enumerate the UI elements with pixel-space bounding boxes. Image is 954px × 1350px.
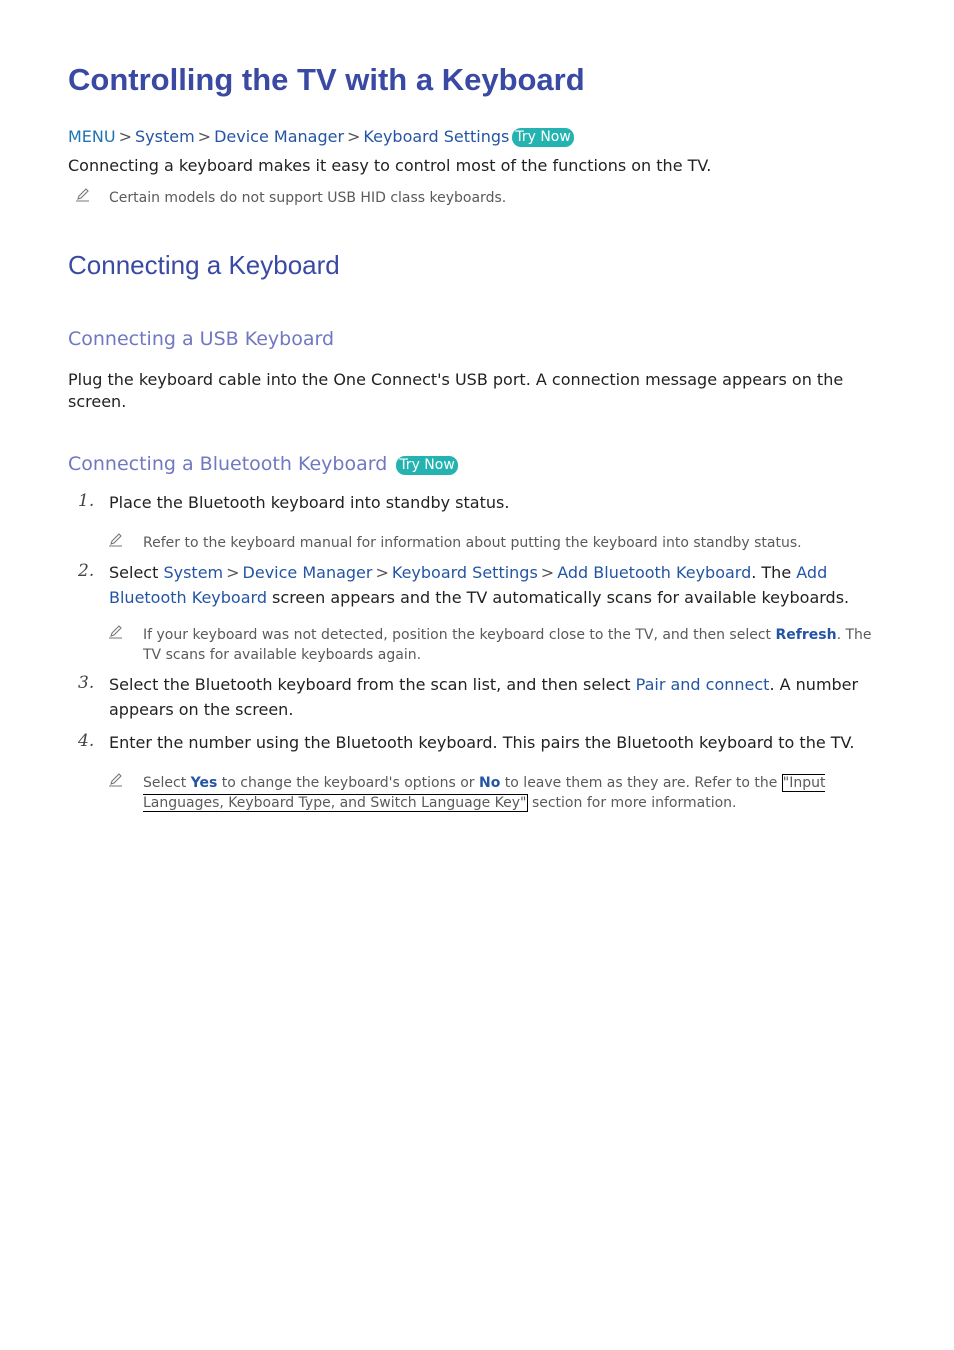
bluetooth-heading: [68, 453, 458, 475]
pencil-note-icon: [75, 186, 91, 202]
step-2-text: [109, 560, 889, 610]
step-3-text-part: . A number appears on the screen.: [109, 675, 859, 719]
bluetooth-heading-text: Connecting a Bluetooth Keyboard: [68, 453, 388, 475]
breadcrumb-device-manager[interactable]: Device Manager: [214, 127, 345, 146]
step-2-note: [143, 625, 888, 665]
step-2-text-part: Select: [109, 563, 164, 582]
step-number: 2.: [78, 561, 95, 581]
chevron-right-icon: >: [226, 563, 240, 582]
chevron-right-icon: >: [375, 563, 389, 582]
try-now-button[interactable]: Try Now: [396, 456, 457, 475]
step-2-text-part: . The: [751, 563, 797, 582]
intro-text: Connecting a keyboard makes it easy to control most of the functions on the TV.: [68, 156, 712, 175]
system-link[interactable]: System: [163, 563, 224, 582]
step-number: 3.: [78, 673, 95, 693]
add-bluetooth-keyboard-screen-link[interactable]: Add Bluetooth Keyboard: [109, 563, 828, 607]
keyboard-settings-link[interactable]: Keyboard Settings: [391, 563, 538, 582]
step-number: 4.: [78, 731, 95, 751]
page-title: Controlling the TV with a Keyboard: [68, 62, 585, 97]
pencil-note-icon: [108, 531, 124, 547]
step-4-note: [143, 773, 843, 813]
step-2-text-part: screen appears and the TV automatically scans for available keyboards.: [266, 588, 850, 607]
step-3-text-part: Select the Bluetooth keyboard from the scan list, and then select: [109, 675, 636, 694]
section-title: Connecting a Keyboard: [68, 250, 340, 280]
step-1-note: Refer to the keyboard manual for information about putting the keyboard into standby status.: [143, 535, 802, 551]
breadcrumb: [68, 126, 574, 148]
breadcrumb-keyboard-settings[interactable]: Keyboard Settings: [363, 127, 510, 146]
chevron-right-icon: >: [118, 127, 132, 146]
step-number: 1.: [78, 491, 95, 511]
pencil-note-icon: [108, 771, 124, 787]
breadcrumb-menu[interactable]: MENU: [68, 127, 116, 146]
step-2-note-part: If your keyboard was not detected, position the keyboard close to the TV, and then select: [143, 627, 776, 643]
step-3-text: [109, 672, 889, 722]
pair-and-connect-link[interactable]: Pair and connect: [635, 675, 770, 694]
no-link[interactable]: No: [479, 775, 501, 791]
chevron-right-icon: >: [347, 127, 361, 146]
breadcrumb-system[interactable]: System: [135, 127, 195, 146]
try-now-button[interactable]: Try Now: [512, 128, 573, 147]
chevron-right-icon: >: [197, 127, 212, 146]
usb-heading: Connecting a USB Keyboard: [68, 328, 335, 350]
pencil-note-icon: [108, 623, 124, 639]
refresh-link[interactable]: Refresh: [775, 627, 837, 643]
step-1-text: Place the Bluetooth keyboard into standby status.: [109, 493, 510, 512]
input-languages-reference-link[interactable]: "Input Languages, Keyboard Type, and Switch Language Key": [143, 775, 826, 811]
step-4-note-part: to leave them as they are. Refer to the: [500, 775, 782, 791]
device-manager-link[interactable]: Device Manager: [242, 563, 373, 582]
step-4-note-part: section for more information.: [527, 795, 737, 811]
step-4-note-part: Select: [143, 775, 191, 791]
yes-link[interactable]: Yes: [190, 775, 218, 791]
step-2-note-part: . The TV scans for available keyboards again.: [143, 627, 872, 663]
intro-note: Certain models do not support USB HID class keyboards.: [109, 190, 507, 206]
add-bluetooth-keyboard-link[interactable]: Add Bluetooth Keyboard: [557, 563, 752, 582]
step-4-note-part: to change the keyboard's options or: [217, 775, 479, 791]
step-4-text: Enter the number using the Bluetooth keyboard. This pairs the Bluetooth keyboard to the TV.: [109, 733, 855, 752]
chevron-right-icon: >: [540, 563, 555, 582]
usb-body: Plug the keyboard cable into the One Connect's USB port. A connection message appears on the screen.: [68, 370, 844, 411]
